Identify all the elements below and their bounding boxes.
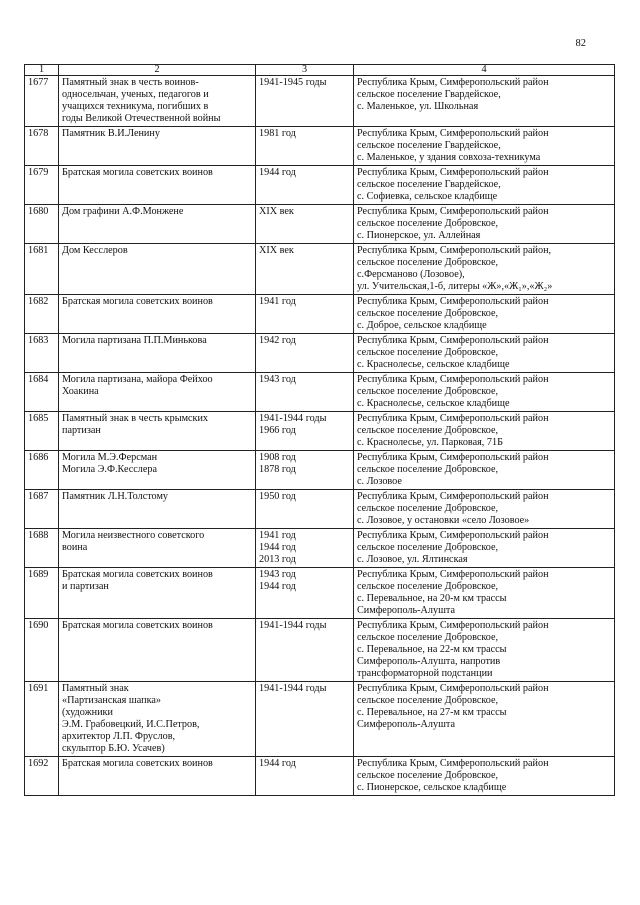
monument-location-line: Республика Крым, Симферопольский район: [357, 206, 549, 217]
monument-location-line: сельское поселение Добровское,: [357, 542, 499, 553]
monument-location-line: с. Краснолесье, ул. Парковая, 71Б: [357, 437, 503, 448]
monument-date-cell: [256, 412, 354, 451]
monument-name-line: Братская могила советских воинов: [62, 620, 213, 631]
monument-location-line: Симферополь-Алушта: [357, 719, 456, 730]
monument-location-line: сельское поселение Гвардейское,: [357, 89, 501, 100]
monument-location-line: с. Маленькое, ул. Школьная: [357, 101, 479, 112]
monument-name-cell: [59, 490, 256, 529]
monument-name-line: и партизан: [62, 581, 109, 592]
monument-name-line: учащихся техникума, погибших в: [62, 101, 209, 112]
monument-location-cell: [354, 757, 615, 796]
monument-location-line: с. Краснолесье, сельское кладбище: [357, 398, 510, 409]
monument-name-cell: [59, 76, 256, 127]
monument-name-line: Братская могила советских воинов: [62, 758, 213, 769]
monument-location-line: сельское поселение Гвардейское,: [357, 140, 501, 151]
monument-date-line: 1944 год: [259, 167, 296, 178]
table-row: [25, 529, 615, 568]
monument-location-line: с. Лозовое, у остановки «село Лозовое»: [357, 515, 530, 526]
monument-location-line: с. Перевальное, на 27-м км трассы: [357, 707, 507, 718]
monument-location-cell: [354, 619, 615, 682]
row-number: 1687: [25, 490, 59, 529]
monument-name-cell: [59, 757, 256, 796]
monument-location-cell: [354, 76, 615, 127]
page-number: 82: [575, 38, 586, 49]
monument-name-cell: [59, 619, 256, 682]
header-col-location: 4: [354, 65, 615, 76]
monument-name-line: скульптор Б.Ю. Усачев): [62, 743, 165, 754]
table-body: [25, 76, 615, 796]
monument-name-cell: [59, 295, 256, 334]
monument-location-cell: [354, 205, 615, 244]
row-number: 1683: [25, 334, 59, 373]
monument-date-cell: [256, 166, 354, 205]
monument-date-cell: [256, 76, 354, 127]
row-number: 1678: [25, 127, 59, 166]
monument-location-line: сельское поселение Добровское,: [357, 632, 499, 643]
monument-name-line: Памятник В.И.Ленину: [62, 128, 160, 139]
monument-date-line: 1942 год: [259, 335, 296, 346]
header-col-name: 2: [59, 65, 256, 76]
monument-location-line: сельское поселение Добровское,: [357, 770, 499, 781]
monument-date-cell: [256, 205, 354, 244]
monument-name-line: Могила М.Э.Ферсман: [62, 452, 158, 463]
monument-date-cell: [256, 451, 354, 490]
monument-location-line: сельское поселение Добровское,: [357, 308, 499, 319]
table-row: [25, 166, 615, 205]
monument-location-line: Республика Крым, Симферопольский район: [357, 296, 549, 307]
monument-name-line: Памятный знак: [62, 683, 129, 694]
monument-name-line: Памятник Л.Н.Толстому: [62, 491, 169, 502]
monument-location-line: Республика Крым, Симферопольский район: [357, 374, 549, 385]
monument-location-line: Симферополь-Алушта, напротив: [357, 656, 501, 667]
monument-name-line: Могила неизвестного советского: [62, 530, 205, 541]
table-row: [25, 244, 615, 295]
monument-date-line: 1941-1945 годы: [259, 77, 327, 88]
monument-date-cell: [256, 619, 354, 682]
monument-date-line: XIX век: [259, 206, 294, 217]
table-row: [25, 295, 615, 334]
table-row: [25, 412, 615, 451]
row-number: 1682: [25, 295, 59, 334]
monument-date-line: 1941 год: [259, 296, 296, 307]
table-row: [25, 373, 615, 412]
row-number: 1679: [25, 166, 59, 205]
monument-location-line: с. Лозовое: [357, 476, 402, 487]
monument-location-line: с. Перевальное, на 20-м км трассы: [357, 593, 507, 604]
monument-location-cell: [354, 682, 615, 757]
monument-name-line: годы Великой Отечественной войны: [62, 113, 221, 124]
monument-location-line: Республика Крым, Симферопольский район: [357, 77, 549, 88]
monument-date-cell: [256, 529, 354, 568]
monument-name-line: Хоакина: [62, 386, 99, 397]
monument-location-line: Республика Крым, Симферопольский район: [357, 335, 549, 346]
monument-location-line: сельское поселение Добровское,: [357, 386, 499, 397]
monument-location-cell: [354, 295, 615, 334]
monument-location-line: сельское поселение Добровское,: [357, 581, 499, 592]
monument-location-cell: [354, 334, 615, 373]
monument-location-cell: [354, 244, 615, 295]
monument-location-cell: [354, 166, 615, 205]
row-number: 1688: [25, 529, 59, 568]
monument-date-line: 1943 год: [259, 374, 296, 385]
row-number: 1686: [25, 451, 59, 490]
monument-location-line: сельское поселение Добровское,: [357, 257, 499, 268]
monument-name-line: партизан: [62, 425, 101, 436]
monument-location-cell: [354, 373, 615, 412]
table-row: [25, 205, 615, 244]
monument-name-cell: [59, 127, 256, 166]
monument-date-line: 1944 год: [259, 758, 296, 769]
monument-date-cell: [256, 568, 354, 619]
row-number: 1692: [25, 757, 59, 796]
monument-location-line: Республика Крым, Симферопольский район: [357, 569, 549, 580]
monument-name-cell: [59, 334, 256, 373]
monument-date-cell: [256, 682, 354, 757]
monument-date-cell: [256, 334, 354, 373]
monument-name-line: воина: [62, 542, 88, 553]
monument-location-line: Республика Крым, Симферопольский район: [357, 167, 549, 178]
monument-name-line: Братская могила советских воинов: [62, 296, 213, 307]
heritage-registry-table: [24, 64, 615, 796]
monument-date-line: 1941-1944 годы: [259, 683, 327, 694]
row-number: 1690: [25, 619, 59, 682]
monument-name-cell: [59, 373, 256, 412]
monument-location-line: Республика Крым, Симферопольский район: [357, 620, 549, 631]
monument-location-line: Республика Крым, Симферопольский район: [357, 530, 549, 541]
monument-location-line: Республика Крым, Симферопольский район: [357, 413, 549, 424]
monument-location-line: с. Лозовое, ул. Ялтинская: [357, 554, 468, 565]
header-col-date: 3: [256, 65, 354, 76]
monument-location-line: сельское поселение Добровское,: [357, 695, 499, 706]
monument-location-line: сельское поселение Добровское,: [357, 464, 499, 475]
monument-name-line: Дом Кесслеров: [62, 245, 128, 256]
monument-date-cell: [256, 127, 354, 166]
monument-date-cell: [256, 490, 354, 529]
monument-location-line: Республика Крым, Симферопольский район: [357, 758, 549, 769]
monument-location-line: Республика Крым, Симферопольский район: [357, 491, 549, 502]
monument-name-line: (художники: [62, 707, 113, 718]
monument-location-line: с. Доброе, сельское кладбище: [357, 320, 487, 331]
monument-name-line: односельчан, ученых, педагогов и: [62, 89, 209, 100]
monument-name-line: Могила партизана, майора Фейхоо: [62, 374, 213, 385]
monument-location-line: с. Софиевка, сельское кладбище: [357, 191, 498, 202]
monument-location-cell: [354, 412, 615, 451]
row-number: 1684: [25, 373, 59, 412]
monument-location-line: Республика Крым, Симферопольский район,: [357, 245, 552, 256]
table-header-row: [25, 65, 615, 76]
table-row: [25, 334, 615, 373]
row-number: 1689: [25, 568, 59, 619]
header-col-number: 1: [25, 65, 59, 76]
monument-date-line: 1878 год: [259, 464, 296, 475]
monument-name-line: Памятный знак в честь крымских: [62, 413, 209, 424]
monument-name-line: «Партизанская шапка»: [62, 695, 161, 706]
monument-location-line: Республика Крым, Симферопольский район: [357, 128, 549, 139]
monument-name-cell: [59, 244, 256, 295]
table-row: [25, 757, 615, 796]
monument-location-line: трансформаторной подстанции: [357, 668, 493, 679]
row-number: 1691: [25, 682, 59, 757]
monument-date-cell: [256, 244, 354, 295]
monument-location-cell: [354, 568, 615, 619]
monument-name-line: Памятный знак в честь воинов-: [62, 77, 199, 88]
monument-date-line: 1943 год: [259, 569, 296, 580]
monument-name-cell: [59, 451, 256, 490]
row-number: 1681: [25, 244, 59, 295]
monument-location-line: сельское поселение Добровское,: [357, 347, 499, 358]
monument-location-line: с. Краснолесье, сельское кладбище: [357, 359, 510, 370]
monument-location-line: ул. Учительская,1-б, литеры «Ж»,«Ж₁»,«Ж₂»: [357, 281, 553, 292]
monument-location-line: сельское поселение Добровское,: [357, 218, 499, 229]
monument-name-cell: [59, 166, 256, 205]
table-row: [25, 76, 615, 127]
monument-location-line: с. Перевальное, на 22-м км трассы: [357, 644, 507, 655]
monument-date-cell: [256, 757, 354, 796]
monument-location-line: с.Ферсманово (Лозовое),: [357, 269, 465, 280]
monument-name-cell: [59, 529, 256, 568]
monument-date-line: 1950 год: [259, 491, 296, 502]
row-number: 1677: [25, 76, 59, 127]
table-row: [25, 682, 615, 757]
monument-name-line: Могила Э.Ф.Кесслера: [62, 464, 157, 475]
monument-name-line: Братская могила советских воинов: [62, 569, 213, 580]
monument-location-cell: [354, 451, 615, 490]
monument-date-line: 1941 год: [259, 530, 296, 541]
row-number: 1685: [25, 412, 59, 451]
monument-name-cell: [59, 682, 256, 757]
monument-location-line: сельское поселение Добровское,: [357, 503, 499, 514]
monument-location-cell: [354, 490, 615, 529]
table-row: [25, 568, 615, 619]
monument-name-line: Э.М. Грабовецкий, И.С.Петров,: [62, 719, 200, 730]
monument-date-line: 1908 год: [259, 452, 296, 463]
monument-date-line: 1966 год: [259, 425, 296, 436]
monument-name-line: Дом графини А.Ф.Монжене: [62, 206, 184, 217]
monument-date-line: 1941-1944 годы: [259, 620, 327, 631]
monument-name-line: Могила партизана П.П.Минькова: [62, 335, 207, 346]
row-number: 1680: [25, 205, 59, 244]
monument-name-cell: [59, 412, 256, 451]
table-row: [25, 619, 615, 682]
table-row: [25, 451, 615, 490]
monument-location-line: с. Пионерское, ул. Аллейная: [357, 230, 481, 241]
table-row: [25, 127, 615, 166]
monument-name-cell: [59, 205, 256, 244]
monument-date-line: 1941-1944 годы: [259, 413, 327, 424]
monument-date-cell: [256, 373, 354, 412]
monument-location-line: сельское поселение Добровское,: [357, 425, 499, 436]
monument-date-line: 1981 год: [259, 128, 296, 139]
monument-location-line: с. Пионерское, сельское кладбище: [357, 782, 507, 793]
table-row: [25, 490, 615, 529]
monument-location-cell: [354, 127, 615, 166]
monument-date-line: 1944 год: [259, 542, 296, 553]
monument-name-cell: [59, 568, 256, 619]
monument-date-cell: [256, 295, 354, 334]
monument-location-line: с. Маленькое, у здания совхоза-техникума: [357, 152, 541, 163]
monument-location-line: Симферополь-Алушта: [357, 605, 456, 616]
monument-location-line: Республика Крым, Симферопольский район: [357, 452, 549, 463]
monument-date-line: 2013 год: [259, 554, 296, 565]
monument-date-line: XIX век: [259, 245, 294, 256]
monument-location-line: Республика Крым, Симферопольский район: [357, 683, 549, 694]
monument-name-line: архитектор Л.П. Фруслов,: [62, 731, 176, 742]
monument-location-line: сельское поселение Гвардейское,: [357, 179, 501, 190]
monument-date-line: 1944 год: [259, 581, 296, 592]
monument-location-cell: [354, 529, 615, 568]
monument-name-line: Братская могила советских воинов: [62, 167, 213, 178]
